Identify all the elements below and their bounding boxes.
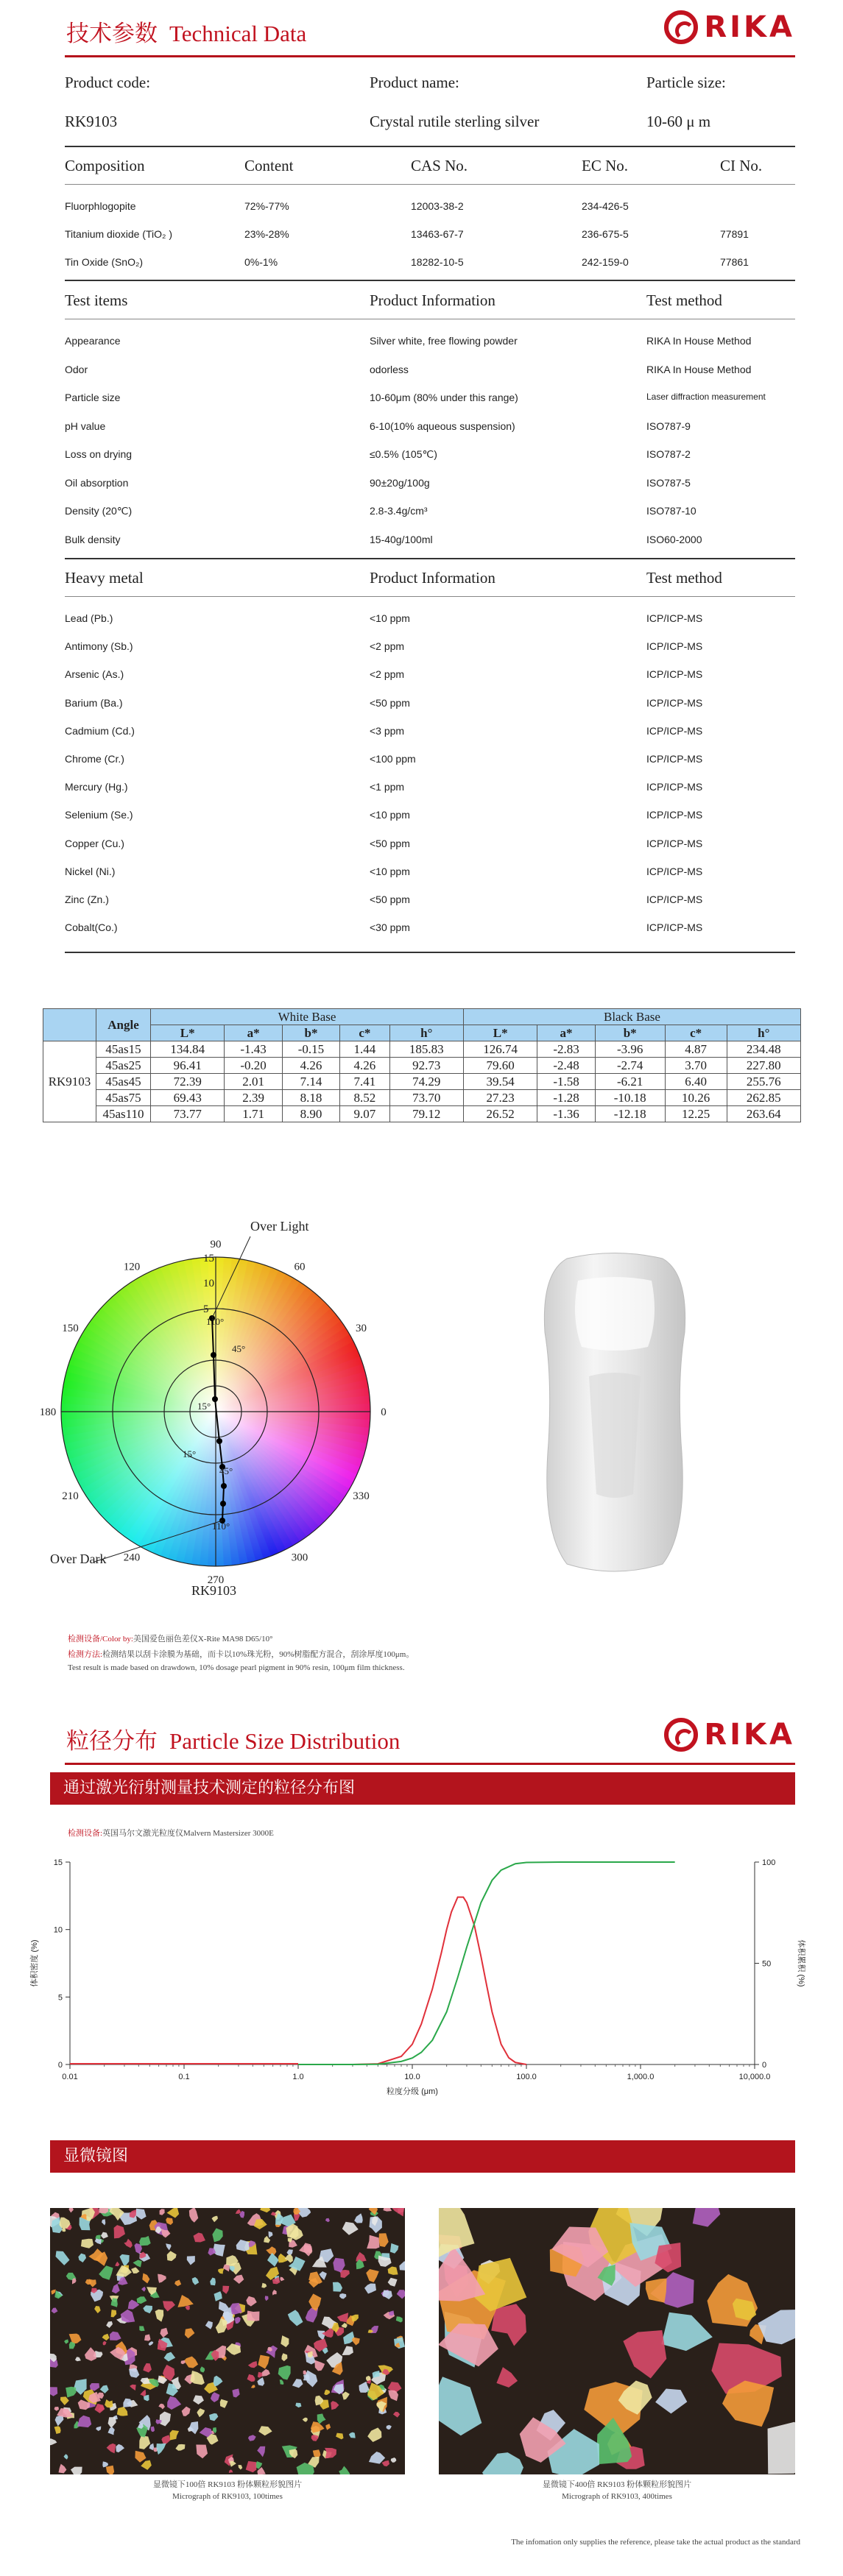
ring-label: 10	[203, 1278, 214, 1289]
cie-value-cell: 2.01	[225, 1074, 282, 1090]
metals-cell: <100 ppm	[370, 753, 416, 765]
tests-cell: 15-40g/100ml	[370, 533, 433, 545]
y2-tick-label: 50	[762, 1959, 772, 1969]
cie-value-cell: -1.58	[537, 1074, 595, 1090]
degree-label: 150	[62, 1323, 79, 1334]
x-tick-label: 0.01	[62, 2073, 78, 2081]
product-cell: RK9103	[43, 1041, 96, 1122]
divider	[65, 952, 795, 953]
section-header-technical	[65, 0, 795, 57]
composition-cell: 236-675-5	[582, 228, 629, 240]
metals-cell: ICP/ICP-MS	[646, 753, 703, 765]
metals-cell: Arsenic (As.)	[65, 668, 124, 681]
measure-note-2: 检测方法:检测结果以刮卡涂膜为基础，而卡以10%珠光粉，90%树脂配方混合，刮涂厚度100μm。	[68, 1650, 415, 1659]
cie-value-cell: 39.54	[463, 1074, 537, 1090]
degree-label: 330	[353, 1490, 370, 1502]
cie-value-cell: 73.70	[389, 1090, 463, 1106]
cie-value-cell: -6.21	[595, 1074, 665, 1090]
tests-cell: RIKA In House Method	[646, 363, 752, 375]
col-header: Product Information	[370, 291, 495, 309]
micrograph-caption-2: 显微镜下400倍 RK9103 粉体颗粒形貌图片 Micrograph of RK9103, 400times	[542, 2480, 692, 2501]
metals-cell: ICP/ICP-MS	[646, 837, 703, 849]
psd-device-note: 检测设备:英国马尔文激光粒度仪Malvern Mastersizer 3000E	[68, 1829, 274, 1838]
cie-value-cell: 96.41	[151, 1058, 225, 1074]
y2-axis-label: 体积累积 (%)	[797, 1939, 805, 1987]
measure-note-1: 检测设备/Color by:美国爱色丽色差仪X-Rite MA98 D65/10°	[68, 1635, 273, 1643]
cie-value-cell: 1.71	[225, 1106, 282, 1122]
cie-value-cell: -0.15	[282, 1041, 339, 1058]
cie-value-cell: -2.48	[537, 1058, 595, 1074]
tests-cell: ISO787-10	[646, 505, 696, 517]
over-dark-label: Over Dark	[50, 1551, 107, 1566]
angle-cell: 45as25	[96, 1058, 151, 1074]
tests-cell: Particle size	[65, 392, 121, 403]
cie-value-cell: 73.77	[151, 1106, 225, 1122]
y-tick-label: 0	[57, 2061, 63, 2070]
series-line-0	[298, 1897, 526, 2064]
metals-cell: ICP/ICP-MS	[646, 921, 703, 934]
micrograph-400x	[439, 2208, 795, 2474]
metals-cell: <50 ppm	[370, 894, 410, 905]
tests-cell: 2.8-3.4g/cm³	[370, 505, 428, 517]
metals-cell: Cobalt(Co.)	[65, 921, 118, 934]
degree-label: 30	[355, 1323, 367, 1334]
wheel-caption: RK9103	[191, 1583, 237, 1598]
angle-cell: 45as15	[96, 1041, 151, 1058]
cie-value-cell: 255.76	[727, 1074, 800, 1090]
composition-cell: 12003-38-2	[411, 200, 464, 212]
tests-cell: ISO787-5	[646, 476, 691, 489]
tests-cell: 10-60μm (80% under this range)	[370, 392, 518, 403]
metals-cell: <50 ppm	[370, 696, 410, 709]
tests-cell: odorless	[370, 363, 409, 375]
tests-cell: Loss on drying	[65, 448, 133, 460]
cie-value-cell: 7.41	[340, 1074, 389, 1090]
composition-cell: 18282-10-5	[411, 256, 464, 268]
y2-tick-label: 0	[762, 2061, 767, 2070]
cie-col-header: b*	[282, 1025, 339, 1041]
col-header: Composition	[65, 157, 145, 174]
metals-cell: <50 ppm	[370, 837, 410, 849]
table-row	[43, 1041, 801, 1058]
divider	[65, 184, 795, 185]
metals-cell: <10 ppm	[370, 612, 410, 624]
y2-tick-label: 100	[762, 1858, 776, 1867]
micrograph-caption-1: 显微镜下100倍 RK9103 粉体颗粒形貌图片 Micrograph of RK9103, 100times	[152, 2480, 303, 2501]
cie-value-cell: -0.20	[225, 1058, 282, 1074]
metals-cell: <30 ppm	[370, 921, 410, 934]
cie-value-cell: 234.48	[727, 1041, 800, 1058]
cie-value-cell: 126.74	[463, 1041, 537, 1058]
tests-cell: RIKA In House Method	[646, 335, 752, 347]
composition-cell: Tin Oxide (SnO₂)	[65, 256, 144, 268]
table-row	[43, 1106, 801, 1122]
x-tick-label: 100.0	[516, 2073, 537, 2081]
product-name-label: Product name:	[370, 74, 459, 91]
divider	[65, 146, 795, 147]
cie-col-header: a*	[225, 1025, 282, 1041]
x-axis-label: 粒度分级 (μm)	[387, 2087, 438, 2096]
cie-col-header: b*	[595, 1025, 665, 1041]
degree-label: 210	[62, 1490, 79, 1502]
cie-col-header: h°	[389, 1025, 463, 1041]
metals-cell: <1 ppm	[370, 781, 405, 793]
cie-value-cell: 79.60	[463, 1058, 537, 1074]
metals-cell: <10 ppm	[370, 809, 410, 821]
tests-cell: ISO787-9	[646, 420, 691, 432]
metals-cell: ICP/ICP-MS	[646, 640, 703, 653]
cie-col-header: L*	[151, 1025, 225, 1041]
tests-cell: Odor	[65, 363, 88, 375]
divider	[65, 596, 795, 597]
cie-value-cell: 26.52	[463, 1106, 537, 1122]
cie-value-cell: 6.40	[665, 1074, 727, 1090]
tests-cell: 90±20g/100g	[370, 476, 430, 489]
metals-cell: <3 ppm	[370, 724, 405, 737]
sample-swatch-image	[537, 1251, 692, 1575]
composition-cell: Fluorphlogopite	[65, 200, 136, 212]
cie-value-cell: 74.29	[389, 1074, 463, 1090]
cie-value-cell: 27.23	[463, 1090, 537, 1106]
cie-value-cell: 263.64	[727, 1106, 800, 1122]
cie-value-cell: -10.18	[595, 1090, 665, 1106]
product-code: RK9103	[65, 113, 118, 130]
metals-cell: <2 ppm	[370, 668, 405, 681]
degree-label: 270	[207, 1574, 225, 1586]
metals-cell: ICP/ICP-MS	[646, 781, 703, 793]
cie-col-header: h°	[727, 1025, 800, 1041]
metals-cell: <2 ppm	[370, 640, 405, 653]
degree-label: 300	[291, 1551, 308, 1564]
angle-label: 110°	[206, 1316, 225, 1327]
angle-cell: 45as110	[96, 1106, 151, 1122]
angle-cell: 45as45	[96, 1074, 151, 1090]
angle-label: 110°	[212, 1521, 230, 1532]
tests-cell: ≤0.5% (105℃)	[370, 448, 437, 460]
tests-cell: Silver white, free flowing powder	[370, 335, 518, 347]
white-base-header: White Base	[151, 1009, 464, 1025]
tests-cell: 6-10(10% aqueous suspension)	[370, 420, 515, 432]
cie-value-cell: 8.18	[282, 1090, 339, 1106]
micrograph-100x	[50, 2208, 405, 2474]
ring-label: 5	[203, 1303, 209, 1315]
col-header: EC No.	[582, 157, 628, 174]
tests-cell: ISO60-2000	[646, 533, 702, 545]
cie-value-cell: -12.18	[595, 1106, 665, 1122]
metals-cell: ICP/ICP-MS	[646, 865, 703, 877]
composition-cell: 77891	[720, 228, 749, 240]
y-tick-label: 5	[57, 1993, 63, 2003]
metals-cell: ICP/ICP-MS	[646, 809, 703, 821]
x-tick-label: 0.1	[178, 2073, 190, 2081]
cie-color-table	[43, 1008, 801, 1122]
y-tick-label: 15	[53, 1858, 63, 1867]
angle-header: Angle	[96, 1009, 151, 1041]
y-tick-label: 10	[53, 1925, 63, 1935]
cie-value-cell: 134.84	[151, 1041, 225, 1058]
cie-value-cell: 185.83	[389, 1041, 463, 1058]
tests-cell: ISO787-2	[646, 448, 691, 460]
section-title: 粒径分布 Particle Size Distribution	[66, 1728, 401, 1754]
cie-value-cell: 79.12	[389, 1106, 463, 1122]
divider	[65, 280, 795, 281]
metals-cell: ICP/ICP-MS	[646, 612, 703, 624]
metals-cell: Antimony (Sb.)	[65, 640, 133, 653]
metals-cell: Zinc (Zn.)	[65, 894, 109, 905]
tests-cell: Bulk density	[65, 533, 121, 545]
table-row	[43, 1090, 801, 1106]
col-header: CI No.	[720, 157, 763, 174]
x-tick-label: 10,000.0	[738, 2073, 771, 2081]
composition-cell: Titanium dioxide (TiO₂ )	[65, 228, 172, 240]
cie-value-cell: 4.26	[282, 1058, 339, 1074]
cie-col-header: c*	[665, 1025, 727, 1041]
composition-cell: 77861	[720, 256, 749, 268]
cie-value-cell: 69.43	[151, 1090, 225, 1106]
tests-cell: Laser diffraction measurement	[646, 392, 766, 402]
tests-cell: Density (20℃)	[65, 505, 133, 517]
degree-label: 120	[123, 1261, 141, 1273]
cie-value-cell: 72.39	[151, 1074, 225, 1090]
metals-cell: Selenium (Se.)	[65, 809, 133, 821]
cie-value-cell: 12.25	[665, 1106, 727, 1122]
composition-cell: 23%-28%	[244, 228, 289, 240]
tests-cell: Appearance	[65, 335, 121, 347]
col-header: Test method	[646, 569, 722, 587]
y-axis-label: 体积密度 (%)	[30, 1939, 39, 1987]
metals-cell: ICP/ICP-MS	[646, 724, 703, 737]
cie-value-cell: 227.80	[727, 1058, 800, 1074]
metals-cell: Nickel (Ni.)	[65, 865, 116, 877]
product-name: Crystal rutile sterling silver	[370, 113, 540, 130]
metals-cell: Barium (Ba.)	[65, 696, 123, 709]
metals-cell: <10 ppm	[370, 865, 410, 877]
micrograph-bar: 显微镜图	[50, 2140, 795, 2173]
table-row	[43, 1074, 801, 1090]
cie-value-cell: -1.28	[537, 1090, 595, 1106]
color-wheel	[29, 1207, 390, 1604]
measure-note-3: Test result is made based on drawdown, 10% dosage pearl pigment in 90% resin, 100μm film thickness.	[68, 1663, 405, 1672]
rika-logo-icon	[664, 10, 698, 44]
section-header-psd	[65, 1708, 795, 1765]
angle-cell: 45as75	[96, 1090, 151, 1106]
psd-chart	[15, 1855, 825, 2120]
cie-value-cell: 2.39	[225, 1090, 282, 1106]
degree-label: 180	[39, 1406, 57, 1418]
cie-col-header: a*	[537, 1025, 595, 1041]
table-row	[43, 1058, 801, 1074]
particle-size-label: Particle size:	[646, 74, 726, 91]
rika-logo: RIKA	[664, 1718, 795, 1752]
degree-label: 240	[123, 1551, 141, 1564]
metals-cell: Cadmium (Cd.)	[65, 724, 135, 737]
angle-label: 15°	[197, 1401, 211, 1412]
cie-col-header: L*	[463, 1025, 537, 1041]
metals-cell: ICP/ICP-MS	[646, 696, 703, 709]
composition-cell: 13463-67-7	[411, 228, 464, 240]
x-tick-label: 10.0	[404, 2073, 420, 2081]
x-tick-label: 1,000.0	[627, 2073, 655, 2081]
metals-cell: Chrome (Cr.)	[65, 753, 124, 765]
cie-col-header: c*	[340, 1025, 389, 1041]
divider	[65, 558, 795, 559]
series-line-1	[298, 1862, 675, 2064]
cie-value-cell: 1.44	[340, 1041, 389, 1058]
tests-cell: pH value	[65, 420, 106, 432]
angle-label: 45°	[232, 1343, 246, 1354]
col-header: Heavy metal	[65, 569, 144, 587]
cie-value-cell: 9.07	[340, 1106, 389, 1122]
metals-cell: ICP/ICP-MS	[646, 668, 703, 681]
degree-label: 90	[210, 1239, 222, 1250]
metals-cell: ICP/ICP-MS	[646, 894, 703, 905]
page-title: 技术参数 Technical Data	[66, 21, 307, 46]
cie-value-cell: -3.96	[595, 1041, 665, 1058]
metals-cell: Copper (Cu.)	[65, 837, 124, 849]
particle-size: 10-60 μ m	[646, 113, 711, 130]
col-header: CAS No.	[411, 157, 468, 174]
cie-value-cell: -2.83	[537, 1041, 595, 1058]
cie-value-cell: -1.36	[537, 1106, 595, 1122]
degree-label: 60	[294, 1261, 306, 1273]
metals-cell: Mercury (Hg.)	[65, 781, 128, 793]
composition-cell: 0%-1%	[244, 256, 278, 268]
x-tick-label: 1.0	[292, 2073, 304, 2081]
black-base-header: Black Base	[463, 1009, 800, 1025]
cie-value-cell: 8.90	[282, 1106, 339, 1122]
ring-label: 15	[203, 1253, 214, 1264]
cie-value-cell: -2.74	[595, 1058, 665, 1074]
col-header: Product Information	[370, 569, 495, 587]
cie-value-cell: -1.43	[225, 1041, 282, 1058]
angle-label: 45°	[219, 1465, 233, 1476]
cie-value-cell: 3.70	[665, 1058, 727, 1074]
metals-cell: Lead (Pb.)	[65, 612, 113, 624]
angle-label: 15°	[183, 1448, 197, 1459]
col-header: Test items	[65, 291, 128, 309]
tests-cell: Oil absorption	[65, 476, 129, 489]
composition-cell: 72%-77%	[244, 200, 289, 212]
product-code-label: Product code:	[65, 74, 151, 91]
footer-disclaimer: The infomation only supplies the reference, please take the actual product as the standard	[511, 2538, 800, 2547]
over-light-label: Over Light	[250, 1219, 309, 1234]
cie-value-cell: 8.52	[340, 1090, 389, 1106]
composition-cell: 234-426-5	[582, 200, 629, 212]
cie-value-cell: 10.26	[665, 1090, 727, 1106]
cie-value-cell: 7.14	[282, 1074, 339, 1090]
cie-value-cell: 4.26	[340, 1058, 389, 1074]
cie-value-cell: 4.87	[665, 1041, 727, 1058]
psd-bar: 通过激光衍射测量技术测定的粒径分布图	[50, 1772, 795, 1805]
col-header: Content	[244, 157, 294, 174]
col-header: Test method	[646, 291, 722, 309]
degree-label: 0	[381, 1406, 387, 1418]
cie-value-cell: 262.85	[727, 1090, 800, 1106]
rika-logo: RIKA	[664, 10, 795, 44]
composition-cell: 242-159-0	[582, 256, 629, 268]
cie-value-cell: 92.73	[389, 1058, 463, 1074]
rika-logo-icon	[664, 1718, 698, 1752]
